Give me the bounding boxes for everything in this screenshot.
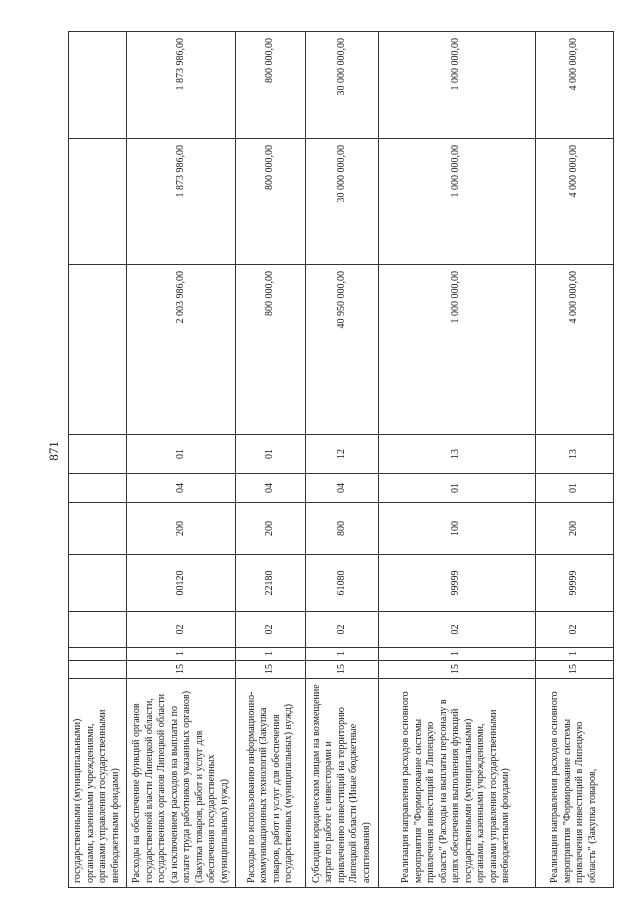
code-cell: 1 [378,648,535,661]
section-cell: 01 [378,474,535,503]
row-description: государственными (муниципальными) органами, казенными учреждениями, органами управления государственными внебюджетными фондами) [69,679,127,888]
target-code-cell [69,555,127,612]
code-cell: 15 [236,661,306,679]
amount-cell-year-3: 4 000 000,00 [535,32,613,139]
code-cell: 02 [127,612,236,648]
target-code-cell: 99999 [535,555,613,612]
amount-cell-year-1: 4 000 000,00 [535,265,613,435]
expense-type-cell: 200 [535,503,613,555]
amount-cell-year-3 [69,32,127,139]
amount-cell-year-1: 800 000,00 [236,265,306,435]
amount-cell-year-3: 30 000 000,00 [306,32,378,139]
expense-type-cell: 100 [378,503,535,555]
code-cell [69,612,127,648]
amount-cell-year-2: 4 000 000,00 [535,139,613,265]
amount-cell-year-3: 1 000 000,00 [378,32,535,139]
amount-cell-year-3: 800 000,00 [236,32,306,139]
code-cell: 1 [535,648,613,661]
table-row [127,32,236,888]
target-code-cell: 99999 [378,555,535,612]
code-cell: 02 [306,612,378,648]
code-cell: 1 [306,648,378,661]
row-description: Расходы на обеспечение функций органов государственной власти Липецкой области, государственных органов Липецкой области (за исключением расходов на выплаты по оплате труда работников указанных органов) (Закупка товаров, работ и услуг для обеспечения государственных (муниципальных) нужд) [127,679,236,888]
subsection-cell: 13 [535,435,613,474]
table-row [236,32,306,888]
code-cell: 02 [236,612,306,648]
page-number: 871 [46,441,61,461]
section-cell: 01 [535,474,613,503]
section-cell [69,474,127,503]
target-code-cell: 00120 [127,555,236,612]
code-cell: 02 [378,612,535,648]
amount-cell-year-1: 2 003 986,00 [127,265,236,435]
row-description: Субсидии юридическим лицам на возмещение затрат по работе с инвесторами и привлечению инвестиций на территорию Липецкой области (Иные бюджетные ассигнования) [306,679,378,888]
code-cell [69,661,127,679]
section-cell: 04 [127,474,236,503]
amount-cell-year-2: 800 000,00 [236,139,306,265]
amount-cell-year-2: 1 000 000,00 [378,139,535,265]
amount-cell-year-1: 1 000 000,00 [378,265,535,435]
subsection-cell: 13 [378,435,535,474]
code-cell: 15 [535,661,613,679]
code-cell [69,648,127,661]
amount-cell-year-2 [69,139,127,265]
row-description: Реализация направления расходов основного мероприятия "Формирование системы привлечения инвестиций в Липецкую область" (Расходы на выплаты персоналу в целях обеспечения выполнения функций государственными (муниципальными) органами, казенными учреждениями, органами управления государственными внебюджетными фондами) [378,679,535,888]
code-cell: 15 [127,661,236,679]
expense-type-cell: 200 [127,503,236,555]
amount-cell-year-2: 30 000 000,00 [306,139,378,265]
subsection-cell: 12 [306,435,378,474]
expense-type-cell [69,503,127,555]
expense-type-cell: 200 [236,503,306,555]
code-cell: 15 [378,661,535,679]
subsection-cell [69,435,127,474]
table-row [306,32,378,888]
section-cell: 04 [306,474,378,503]
target-code-cell: 22180 [236,555,306,612]
subsection-cell: 01 [236,435,306,474]
amount-cell-year-1: 40 950 000,00 [306,265,378,435]
table-row [69,32,127,888]
section-cell: 04 [236,474,306,503]
subsection-cell: 01 [127,435,236,474]
amount-cell-year-3: 1 873 986,00 [127,32,236,139]
expense-type-cell: 800 [306,503,378,555]
budget-table [68,31,614,888]
row-description: Реализация направления расходов основного мероприятия "Формирование системы привлечения инвестиций в Липецкую область" (Закупка товаров, [535,679,613,888]
row-description: Расходы по использованию информационно-коммуникационных технологий (Закупка товаров, работ и услуг для обеспечения государственных (муниципальных) нужд) [236,679,306,888]
budget-table-frame [68,32,614,888]
amount-cell-year-1 [69,265,127,435]
code-cell: 15 [306,661,378,679]
budget-table-rotated [68,32,614,888]
code-cell: 1 [127,648,236,661]
target-code-cell: 61080 [306,555,378,612]
code-cell: 1 [236,648,306,661]
amount-cell-year-2: 1 873 986,00 [127,139,236,265]
code-cell: 02 [535,612,613,648]
table-row [535,32,613,888]
table-row [378,32,535,888]
